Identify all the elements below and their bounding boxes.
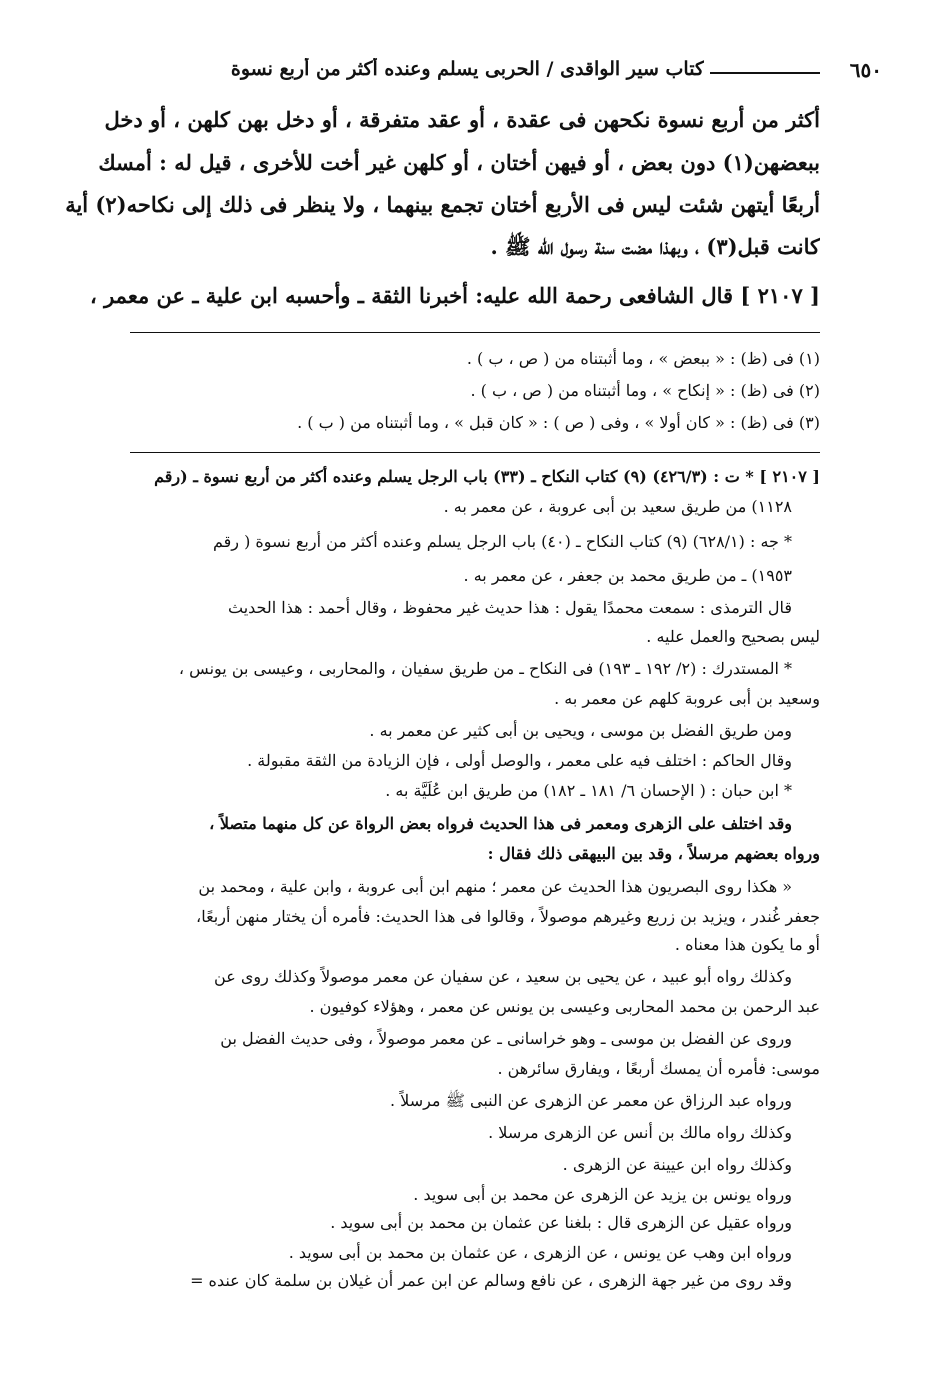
takhrij-line: أو ما يكون هذا معناه . [674,935,820,954]
main-text-line: أكثر من أربع نسوة نكحهن فى عقدة ، أو عقد متفرقة ، أو دخل بهن كلهن ، أو دخل [104,107,820,132]
takhrij-line: [ ٢١٠٧ ] * ت : (٤٢٦/٣) (٩) كتاب النكاح ـ (٣٣) باب الرجل يسلم وعنده أكثر من أربع نسوة ـ (رقم [154,467,820,486]
takhrij-line: وقال الحاكم : اختلف فيه على معمر ، والوصل أولى ، فإن الزيادة من الثقة مقبولة . [247,751,792,770]
takhrij-line: ١١٢٨) من طريق سعيد بن أبى عروبة ، عن معمر به . [443,497,792,516]
hadith-entry-line: [ ٢١٠٧ ] قال الشافعى رحمة الله عليه: أخبرنا الثقة ـ وأحسبه ابن علية ـ عن معمر ، [90,283,820,308]
running-title: كتاب سير الواقدى / الحربى يسلم وعنده أكثر من أربع نسوة [230,58,704,80]
footnote: (٣) فى (ظ) : « كان أولا » ، وفى ( ص ) : « كان قبل » ، وما أثبتناه من ( ب ) . [297,413,820,432]
main-text-line: أربعًا أيتهن شئت ليس فى الأربع أختان تجمع بينهما ، ولا ينظر فى ذلك إلى نكاحه(٢) أية [65,192,820,217]
takhrij-line: وسعيد بن أبى عروبة كلهم عن معمر به . [554,689,820,708]
takhrij-line: * جه : (٦٢٨/١) (٩) كتاب النكاح ـ (٤٠) باب الرجل يسلم وعنده أكثر من أربع نسوة ( رقم [212,532,792,551]
takhrij-line: جعفر غُندر ، ويزيد بن زريع وغيرهم موصولاً ، وقالوا فى هذا الحديث: فأمره أن يختار منهن أربعًا، [196,907,820,926]
main-text-line: ببعضهن(١) دون بعض ، أو فيهن أختان ، أو كلهن غير أخت للأخرى ، قيل له : أمسك [98,150,820,175]
takhrij-rule [130,452,820,453]
takhrij-line: وقد اختلف على الزهرى ومعمر فى هذا الحديث فرواه بعض الرواة عن كل منهما متصلاً ، [209,814,792,833]
header-rule [710,72,820,74]
page-number: ٦٥٠ [849,58,882,82]
main-text-line: كانت قبل(٣) ، وبهذا مضت سنة رسول الله ﷺ . [490,234,820,259]
takhrij-line: ورواه يونس بن يزيد عن الزهرى عن محمد بن أبى سويد . [413,1185,792,1204]
takhrij-line: ومن طريق الفضل بن موسى ، ويحيى بن أبى كثير عن معمر به . [369,721,792,740]
takhrij-line: قال الترمذى : سمعت محمدًا يقول : هذا حديث غير محفوظ ، وقال أحمد : هذا الحديث [227,598,792,617]
takhrij-line: ورواه بعضهم مرسلاً ، وقد بين البيهقى ذلك فقال : [487,844,820,863]
takhrij-line: ١٩٥٣) ـ من طريق محمد بن جعفر ، عن معمر به . [463,566,792,585]
takhrij-line: * ابن حبان : ( الإحسان ٦/ ١٨١ ـ ١٨٢) من طريق ابن عُلَيَّة به . [385,781,792,800]
takhrij-line: « هكذا روى البصريون هذا الحديث عن معمر ؛ منهم ابن أبى عروبة ، وابن علية ، ومحمد بن [198,877,792,896]
takhrij-line: وروى عن الفضل بن موسى ـ وهو خراسانى ـ عن معمر موصولاً ، وفى حديث الفضل بن [220,1029,792,1048]
footnote-rule [130,332,820,333]
takhrij-line: ورواه عقيل عن الزهرى قال : بلغنا عن عثمان بن محمد بن أبى سويد . [330,1213,792,1232]
takhrij-line: عبد الرحمن بن محمد المحاربى وعيسى بن يونس عن معمر ، وهؤلاء كوفيون . [309,997,820,1016]
takhrij-line: وقد روى من غير جهة الزهرى ، عن نافع وسالم عن ابن عمر أن غيلان بن سلمة كان عنده = [190,1271,792,1290]
takhrij-line: وكذلك رواه مالك بن أنس عن الزهرى مرسلا . [488,1123,792,1142]
takhrij-line: ورواه ابن وهب عن يونس ، عن الزهرى ، عن عثمان بن محمد بن أبى سويد . [288,1243,792,1262]
takhrij-line: وكذلك رواه أبو عبيد ، عن يحيى بن سعيد ، عن سفيان عن معمر موصولاً وكذلك روى عن [214,967,792,986]
takhrij-line: * المستدرك : (٢/ ١٩٢ ـ ١٩٣) فى النكاح ـ من طريق سفيان ، والمحاربى ، وعيسى بن يونس ، [178,659,792,678]
footnote: (٢) فى (ظ) : « إنكاح » ، وما أثبتناه من ( ص ، ب ) . [470,381,820,400]
takhrij-line: ليس بصحيح والعمل عليه . [646,627,820,646]
takhrij-line: موسى: فأمره أن يمسك أربعًا ، ويفارق سائرهن . [497,1059,820,1078]
takhrij-line: وكذلك رواه ابن عيينة عن الزهرى . [562,1155,792,1174]
footnote: (١) فى (ظ) : « ببعض » ، وما أثبتناه من ( ص ، ب ) . [466,349,820,368]
takhrij-line: ورواه عبد الرزاق عن معمر عن الزهرى عن النبى ﷺ مرسلاً . [389,1091,792,1110]
